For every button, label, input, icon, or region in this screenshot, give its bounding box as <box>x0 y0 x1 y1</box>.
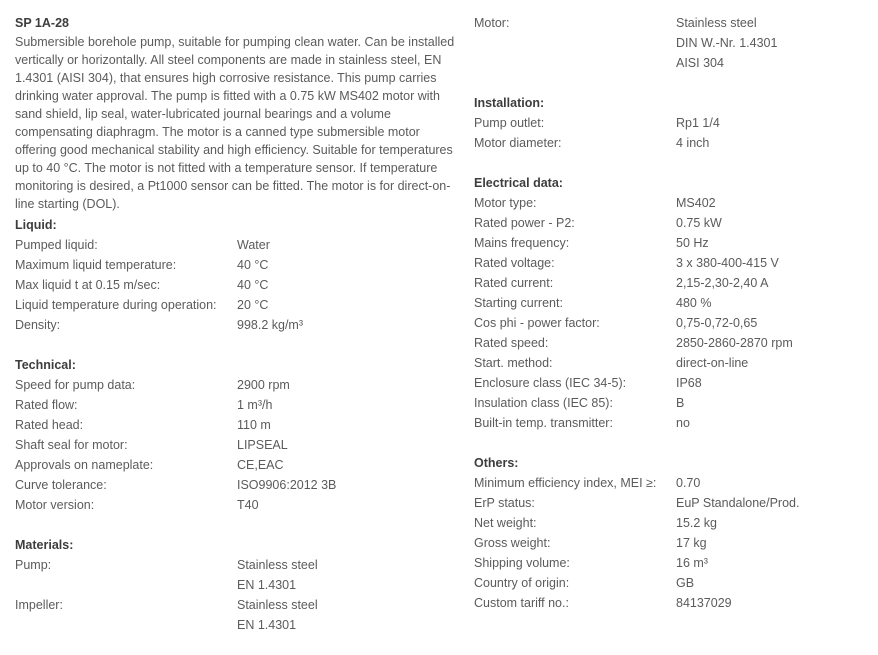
spec-value-line: AISI 304 <box>676 56 724 70</box>
spec-label: Impeller: <box>15 598 63 612</box>
spec-row <box>15 395 455 415</box>
spec-value: 4 inch <box>676 136 710 150</box>
spec-label: Density: <box>15 318 61 332</box>
spec-row-impeller-material <box>15 595 455 635</box>
spec-value: 0.70 <box>676 476 701 490</box>
spec-row <box>15 235 455 255</box>
installation-section <box>474 93 864 153</box>
spec-label: Rated speed: <box>474 336 549 350</box>
spec-label: Approvals on nameplate: <box>15 458 154 472</box>
spec-row <box>474 313 864 333</box>
spec-label: Starting current: <box>474 296 563 310</box>
spec-row <box>474 393 864 413</box>
spec-value-line: DIN W.-Nr. 1.4301 <box>676 36 778 50</box>
spec-label: ErP status: <box>474 496 535 510</box>
section-title-electrical: Electrical data: <box>474 176 563 190</box>
spec-row <box>474 513 864 533</box>
spec-label: Rated power - P2: <box>474 216 575 230</box>
spec-label: Motor type: <box>474 196 537 210</box>
spec-label: Rated head: <box>15 418 84 432</box>
section-title-others: Others: <box>474 456 519 470</box>
spec-value <box>676 13 864 73</box>
materials-section <box>15 535 455 635</box>
spec-row <box>474 533 864 553</box>
spec-row <box>15 495 455 515</box>
left-column <box>15 13 455 655</box>
spec-label: Speed for pump data: <box>15 378 136 392</box>
technical-section <box>15 355 455 515</box>
spec-value: 40 °C <box>237 258 269 272</box>
right-column <box>474 13 864 633</box>
spec-row <box>474 253 864 273</box>
spec-row <box>474 273 864 293</box>
spec-row <box>474 593 864 613</box>
spec-row <box>474 553 864 573</box>
spec-label: Pump: <box>15 558 52 572</box>
spec-label: Rated current: <box>474 276 554 290</box>
spec-row <box>15 295 455 315</box>
spec-value: GB <box>676 576 695 590</box>
spec-label: Custom tariff no.: <box>474 596 569 610</box>
spec-value: LIPSEAL <box>237 438 288 452</box>
spec-value: no <box>676 416 690 430</box>
spec-value: B <box>676 396 685 410</box>
spec-row <box>474 473 864 493</box>
spec-label: Max liquid t at 0.15 m/sec: <box>15 278 161 292</box>
spec-row <box>474 353 864 373</box>
spec-value: 2,15-2,30-2,40 A <box>676 276 769 290</box>
spec-value-line: EN 1.4301 <box>237 578 297 592</box>
spec-row <box>474 333 864 353</box>
spec-label: Shipping volume: <box>474 556 570 570</box>
spec-value: 16 m³ <box>676 556 708 570</box>
spec-value: 998.2 kg/m³ <box>237 318 304 332</box>
spec-value: 480 % <box>676 296 712 310</box>
spec-label: Enclosure class (IEC 34-5): <box>474 376 627 390</box>
product-description: Submersible borehole pump, suitable for pumping clean water. Can be installed vertically or horizontally. All steel components are made in stainless steel, EN 1.4301 (AISI 304), that ensures high corrosive resistance. This pump carries drinking water approval. The pump is fitted with a 0.75 kW MS402 motor with sand shield, lip seal, water-lubricated journal bearings and a volume compensating diaphragm. The motor is a canned type submersible motor offering good mechanical stability and high efficiency. Suitable for temperatures up to 40 °C. The motor is not fitted with a temperature sensor. If temperature monitoring is desired, a Pt1000 sensor can be fitted. The motor is for direct-on-line starting (DOL). <box>15 35 455 211</box>
spec-label: Gross weight: <box>474 536 551 550</box>
spec-value: 40 °C <box>237 278 269 292</box>
spec-label: Mains frequency: <box>474 236 570 250</box>
spec-row <box>15 275 455 295</box>
electrical-section <box>474 173 864 433</box>
spec-value-line: EN 1.4301 <box>237 618 297 632</box>
spec-row <box>15 255 455 275</box>
spec-row <box>15 315 455 335</box>
spec-label: Net weight: <box>474 516 537 530</box>
spec-value: 0,75-0,72-0,65 <box>676 316 758 330</box>
spec-row-pump-material <box>15 555 455 595</box>
spec-row <box>474 213 864 233</box>
spec-label: Shaft seal for motor: <box>15 438 128 452</box>
spec-label: Pumped liquid: <box>15 238 98 252</box>
spec-label: Motor version: <box>15 498 95 512</box>
spec-row <box>474 573 864 593</box>
spec-value: 2900 rpm <box>237 378 290 392</box>
spec-value: 17 kg <box>676 536 707 550</box>
spec-label: Built-in temp. transmitter: <box>474 416 613 430</box>
spec-label: Rated voltage: <box>474 256 555 270</box>
spec-value: EuP Standalone/Prod. <box>676 496 800 510</box>
spec-value: ISO9906:2012 3B <box>237 478 337 492</box>
spec-row <box>474 133 864 153</box>
spec-row <box>474 113 864 133</box>
motor-material-section <box>474 13 864 73</box>
spec-value: 1 m³/h <box>237 398 273 412</box>
spec-value <box>237 555 455 595</box>
spec-row <box>15 415 455 435</box>
spec-value-line: Stainless steel <box>237 558 318 572</box>
spec-value: Rp1 1/4 <box>676 116 720 130</box>
spec-label: Minimum efficiency index, MEI ≥: <box>474 476 657 490</box>
spec-row <box>474 493 864 513</box>
section-title-installation: Installation: <box>474 96 545 110</box>
spec-value: 15.2 kg <box>676 516 718 530</box>
spec-row <box>474 233 864 253</box>
spec-label: Liquid temperature during operation: <box>15 298 217 312</box>
spec-row <box>15 455 455 475</box>
spec-row <box>474 413 864 433</box>
section-title-materials: Materials: <box>15 538 74 552</box>
spec-row <box>474 193 864 213</box>
spec-row <box>15 375 455 395</box>
spec-value <box>237 595 455 635</box>
spec-value-line: Stainless steel <box>237 598 318 612</box>
spec-value: 110 m <box>237 418 271 432</box>
spec-value: Water <box>237 238 270 252</box>
others-section <box>474 453 864 613</box>
spec-value: MS402 <box>676 196 716 210</box>
section-title-technical: Technical: <box>15 358 76 372</box>
product-title: SP 1A-28 <box>15 16 69 30</box>
spec-row <box>474 373 864 393</box>
spec-label: Insulation class (IEC 85): <box>474 396 613 410</box>
spec-label: Start. method: <box>474 356 553 370</box>
section-title-liquid: Liquid: <box>15 218 57 232</box>
spec-label: Rated flow: <box>15 398 78 412</box>
spec-label: Country of origin: <box>474 576 570 590</box>
spec-label: Motor: <box>474 16 510 30</box>
spec-value: 20 °C <box>237 298 269 312</box>
spec-value: 50 Hz <box>676 236 709 250</box>
spec-value: 3 x 380-400-415 V <box>676 256 779 270</box>
spec-value: direct-on-line <box>676 356 749 370</box>
spec-value: 84137029 <box>676 596 732 610</box>
spec-label: Pump outlet: <box>474 116 545 130</box>
spec-value: 2850-2860-2870 rpm <box>676 336 793 350</box>
spec-row <box>15 435 455 455</box>
liquid-section <box>15 215 455 335</box>
spec-row <box>15 475 455 495</box>
spec-label: Motor diameter: <box>474 136 562 150</box>
spec-value: CE,EAC <box>237 458 284 472</box>
spec-label: Maximum liquid temperature: <box>15 258 177 272</box>
spec-value: 0.75 kW <box>676 216 722 230</box>
spec-row <box>474 293 864 313</box>
spec-value: T40 <box>237 498 259 512</box>
spec-label: Curve tolerance: <box>15 478 107 492</box>
spec-value: IP68 <box>676 376 702 390</box>
spec-label: Cos phi - power factor: <box>474 316 600 330</box>
spec-value-line: Stainless steel <box>676 16 757 30</box>
spec-row-motor-material <box>474 13 864 73</box>
